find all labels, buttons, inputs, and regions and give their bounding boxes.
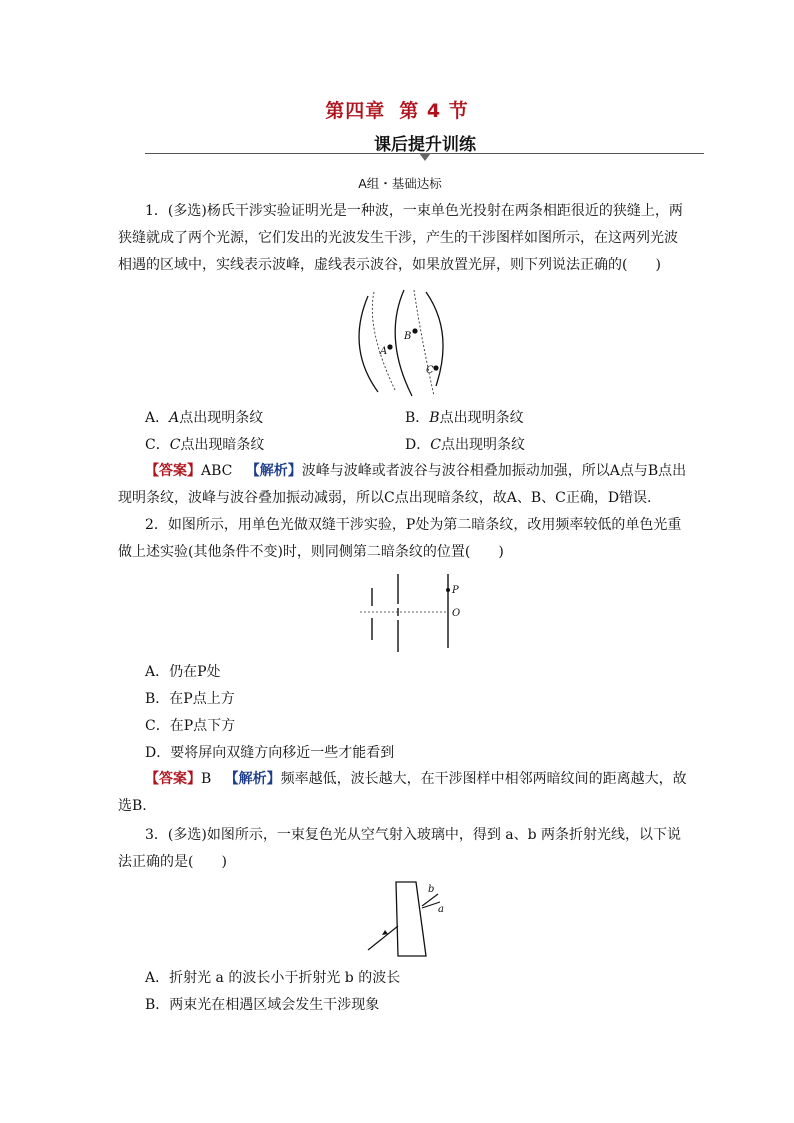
q1-crest-arc: [395, 290, 412, 396]
q3-option-b: B．两束光在相遇区域会发生干涉现象: [145, 997, 380, 1013]
q3-refraction-figure: [366, 880, 456, 958]
q2-point-p: [446, 588, 450, 592]
q2-analysis-line: 频率越低，波长越大，在干涉图样中相邻两暗纹间的距离越大，故: [280, 771, 687, 787]
q3-incident-ray: [368, 926, 398, 950]
q1-analysis-line: 现明条纹，波峰与波谷叠加振动减弱，所以C点出现暗条纹，故A、B、C正确，D错误.: [118, 490, 652, 506]
q1-point-a: [387, 344, 392, 349]
q1-option-a: A．A点出现明条纹: [145, 410, 264, 426]
q2-option-a: A．仍在P处: [145, 664, 221, 680]
q3-label-a: a: [438, 904, 444, 915]
header-rule-marker-icon: [419, 153, 431, 161]
q1-option-b: B．B点出现明条纹: [405, 410, 524, 426]
q1-stem-line: 相遇的区域中，实线表示波峰，虚线表示波谷，如果放置光屏，则下列说法正确的( ): [118, 257, 661, 273]
section-label: 第 4 节: [399, 100, 469, 122]
q2-option-b: B．在P点上方: [145, 691, 235, 707]
q2-label-o: O: [452, 608, 461, 619]
q1-option-c: C．C点出现暗条纹: [145, 437, 265, 453]
q1-stem-line: 1．(多选)杨氏干涉实验证明光是一种波，一束单色光投射在两条相距很近的狭缝上，两: [145, 203, 683, 219]
page-subtitle: 课后提升训练: [374, 135, 476, 155]
analysis-tag: 【解析】: [224, 771, 281, 787]
q3-glass-block: [396, 882, 426, 956]
q1-trough-arc: [414, 290, 434, 396]
q2-label-p: P: [452, 585, 459, 596]
q1-trough-arc: [372, 292, 396, 392]
q1-answer-line: [118, 458, 687, 485]
q1-option-d: D．C点出现明条纹: [405, 437, 525, 453]
q1-label-c: C: [426, 365, 434, 376]
chapter-heading: [0, 96, 794, 123]
q1-point-b: [412, 328, 417, 333]
q1-label-b: B: [404, 331, 412, 342]
q3-stem-line: 法正确的是( ): [118, 854, 227, 870]
q1-interference-figure: [360, 286, 450, 398]
q2-answer-block: [118, 766, 687, 820]
q1-stem-line: 狭缝就成了两个光源，它们发出的光波发生干涉，产生的干涉图样如图所示，在这两列光波: [118, 230, 678, 246]
q2-answer: B: [201, 771, 212, 787]
q1-answer-block: [118, 458, 687, 512]
q1-crest-arc: [359, 296, 378, 392]
q3-stem: [118, 822, 682, 876]
q3-option-a: A．折射光 a 的波长小于折射光 b 的波长: [145, 970, 401, 986]
q1-point-c: [433, 365, 438, 370]
answer-tag: 【答案】: [145, 771, 201, 787]
q2-option-c: C．在P点下方: [145, 718, 236, 734]
chapter-label: 第四章: [325, 100, 386, 122]
q3-refracted-ray-b: [422, 894, 438, 906]
q3-stem-line: 3．(多选)如图所示，一束复色光从空气射入玻璃中，得到 a、b 两条折射光线，以下说: [145, 827, 682, 843]
q1-stem: [118, 198, 683, 279]
q2-option-d: D．要将屏向双缝方向移近一些才能看到: [145, 745, 395, 761]
q2-stem-line: 2．如图所示，用单色光做双缝干涉实验，P处为第二暗条纹，改用频率较低的单色光重: [145, 517, 682, 533]
q3-label-b: b: [428, 884, 435, 895]
q2-answer-line: [118, 766, 687, 793]
group-title: A组・基础达标: [358, 176, 442, 191]
analysis-tag: 【解析】: [245, 463, 302, 479]
q1-answer: ABC: [201, 463, 233, 479]
q1-analysis-line: 波峰与波峰或者波谷与波谷相叠加振动加强，所以A点与B点出: [301, 463, 687, 479]
q2-analysis-line: 选B.: [118, 798, 147, 814]
q2-double-slit-figure: [358, 574, 468, 654]
answer-tag: 【答案】: [145, 463, 201, 479]
q2-stem: [118, 512, 682, 566]
q2-stem-line: 做上述实验(其他条件不变)时，则同侧第二暗条纹的位置( ): [118, 544, 504, 560]
q1-label-a: A: [380, 346, 388, 357]
